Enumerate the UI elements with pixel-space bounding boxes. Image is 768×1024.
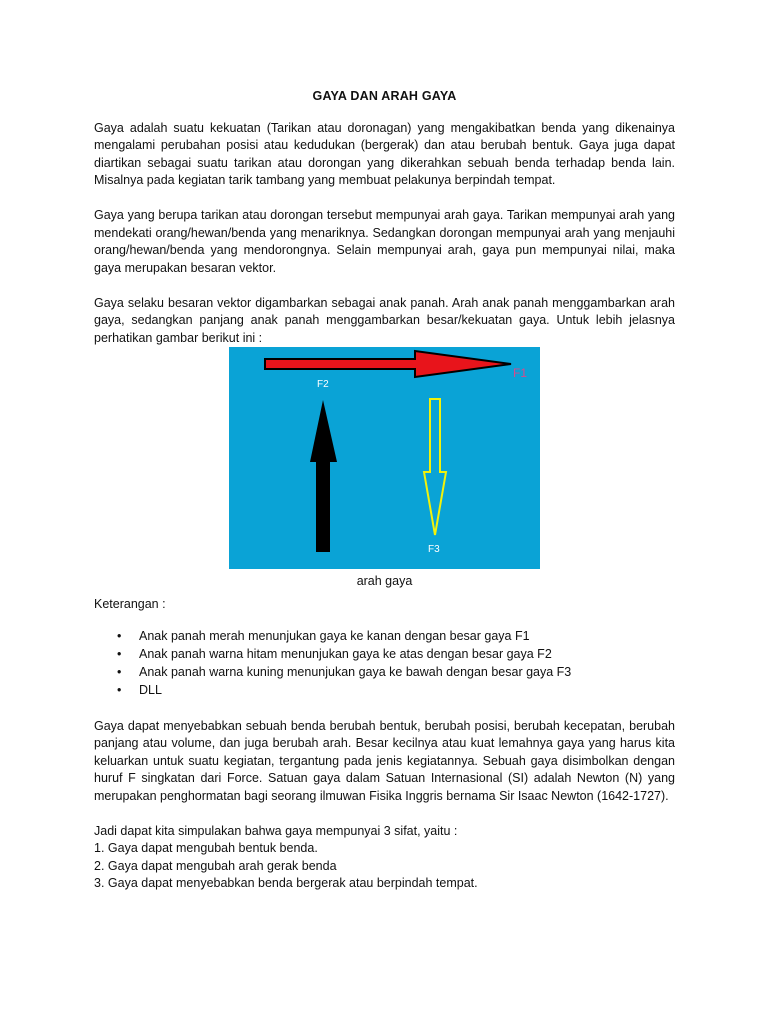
sifat-list (94, 823, 675, 893)
black-arrow-f2 (310, 400, 337, 552)
force-arrows-figure (229, 347, 540, 569)
sifat-item: 2. Gaya dapat mengubah arah gerak benda (94, 858, 337, 873)
yellow-arrow-f3 (424, 399, 446, 535)
list-item (94, 628, 675, 646)
sifat-item: 3. Gaya dapat menyebabkan benda bergerak atau berpindah tempat. (94, 876, 478, 890)
document-page (94, 88, 675, 893)
legend-list (94, 628, 675, 700)
red-arrow-f1 (265, 351, 511, 377)
page-title: GAYA DAN ARAH GAYA (312, 89, 457, 103)
f3-label: F3 (428, 544, 440, 555)
list-item-text: Anak panah warna kuning menunjukan gaya ke bawah dengan besar gaya F3 (139, 665, 572, 679)
list-item-text: Anak panah merah menunjukan gaya ke kanan dengan besar gaya F1 (139, 629, 530, 643)
bullet-icon: • (117, 647, 122, 661)
sifat-intro: Jadi dapat kita simpulakan bahwa gaya mempunyai 3 sifat, yaitu : (94, 823, 458, 838)
list-item (94, 682, 675, 700)
bullet-icon: • (117, 683, 122, 697)
paragraph-definition: Gaya adalah suatu kekuatan (Tarikan atau doronagan) yang mengakibatkan benda yang dikenainya mengalami perubahan posisi atau kedudukan (bergerak) dan atau berubah bentuk. Gaya juga dapat diartikan sebagai suatu tarikan atau dorongan yang dikerahkan sebuah benda terhadap benda lain. Misalnya pada kegiatan tarik tambang yang membuat pelakunya berpindah tempat. (94, 120, 675, 187)
paragraph-vector: Gaya selaku besaran vektor digambarkan sebagai anak panah. Arah anak panah menggambarkan arah gaya, sedangkan panjang anak panah menggambarkan besar/kekuatan gaya. Untuk lebih jelasnya perhatikan gambar berikut ini : (94, 295, 675, 345)
f1-label: F1 (513, 366, 528, 380)
sifat-item: 1. Gaya dapat mengubah bentuk benda. (94, 841, 318, 855)
keterangan-heading: Keterangan : (94, 596, 166, 611)
list-item-text: Anak panah warna hitam menunjukan gaya ke atas dengan besar gaya F2 (139, 647, 552, 661)
bullet-icon: • (117, 629, 122, 643)
f2-label: F2 (317, 379, 329, 390)
figure-caption: arah gaya (356, 574, 413, 588)
paragraph-effects: Gaya dapat menyebabkan sebuah benda berubah bentuk, berubah posisi, berubah kecepatan, berubah panjang atau volume, dan juga berubah arah. Besar kecilnya atau kuat lemahnya gaya yang harus kita keluarkan untuk suatu kegiatan, tergantung pada jenis kegiatannya. Sebuah gaya disimbolkan dengan huruf F singkatan dari Force. Satuan gaya dalam Satuan Internasional (SI) adalah Newton (N) yang merupakan penghormatan bagi seorang ilmuwan Fisika Inggris bernama Sir Isaac Newton (1642-1727). (94, 718, 675, 803)
list-item-text: DLL (139, 683, 162, 697)
force-arrows-svg (229, 347, 540, 569)
bullet-icon: • (117, 665, 122, 679)
paragraph-direction: Gaya yang berupa tarikan atau dorongan tersebut mempunyai arah gaya. Tarikan mempunyai arah yang mendekati orang/hewan/benda yang menariknya. Sedangkan dorongan mempunyai arah yang menjauhi orang/hewan/benda yang mendorongnya. Selain mempunyai arah, gaya pun mempunyai nilai, maka gaya merupakan besaran vektor. (94, 208, 675, 275)
list-item (94, 664, 675, 682)
list-item (94, 646, 675, 664)
